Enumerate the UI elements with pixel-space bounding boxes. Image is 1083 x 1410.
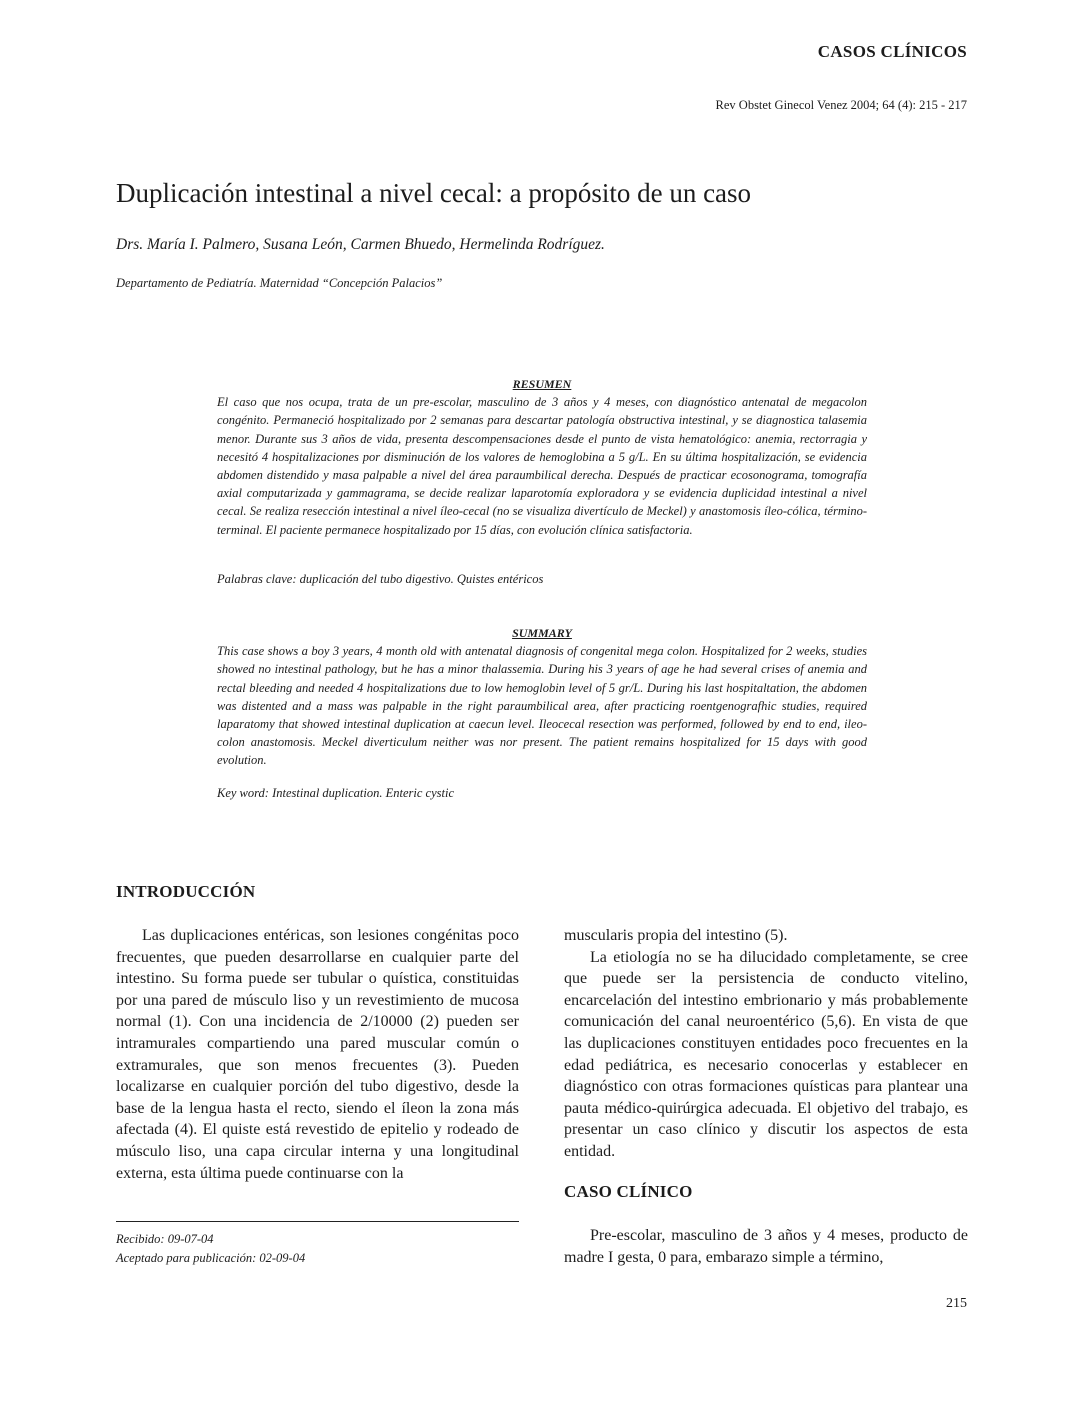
resumen-text: El caso que nos ocupa, trata de un pre-escolar, masculino de 3 años y 4 meses, con diagnóstico antenatal de megacolon congénito. Permaneció hospitalizado por 2 semanas para descartar patología obstructiva intestinal, y se diagnostica talasemia menor. Durante sus 3 años de vida, presenta descompensaciones desde el punto de vista hematológico: anemia, rectorragia y necesitó 4 hospitalizaciones por disminución de los valores de hemoglobina a 5 g/L. En su última hospitalización, se evidencia abdomen distendido y masa palpable a nivel del área paraumbilical derecha. Después de practicar ecosonograma, tomografía axial computarizada y gammagrama, se decide realizar laparotomía exploradora y se evidencia duplicidad intestinal a nivel cecal. Se realiza resección intestinal a nivel íleo-cecal (no se visualiza divertículo de Meckel) y anastomosis íleo-cólica, término-terminal. El paciente permanece hospitalizado por 15 días, con evolución clínica satisfactoria. (217, 395, 867, 537)
caso-paragraph-1: Pre-escolar, masculino de 3 años y 4 meses, producto de madre I gesta, 0 para, embarazo simple a término, (564, 1227, 968, 1266)
abstract-resumen (217, 375, 867, 539)
article-authors: Drs. María I. Palmero, Susana León, Carmen Bhuedo, Hermelinda Rodríguez. (116, 236, 605, 253)
abstract-summary (217, 624, 867, 770)
summary-heading: SUMMARY (512, 626, 572, 640)
resumen-heading: RESUMEN (512, 377, 572, 391)
accepted-date: Aceptado para publicación: 02-09-04 (116, 1251, 306, 1265)
intro-paragraph-1: Las duplicaciones entéricas, son lesiones congénitas poco frecuentes, que pueden desarrollarse en cualquier parte del intestino. Su forma puede ser tubular o quística, constituidas por una pared de músculo liso y un revestimiento de mucosa normal (1). Con una incidencia de 2/10000 (2) pueden ser intramurales compartiendo una pared muscular común o extramurales, que son menos frecuentes (3). Pueden localizarse en cualquier porción del tubo digestivo, desde la base de la lengua hasta el recto, siendo el íleon la zona más afectada (4). El quiste está revestido de epitelio y rodeado de músculo liso, una capa circular interna y una longitudinal externa, esta última puede continuarse con la (116, 927, 519, 1182)
caso-clinico-heading: CASO CLÍNICO (564, 1182, 693, 1201)
intro-paragraph-2: La etiología no se ha dilucidado completamente, se cree que puede ser la persistencia de conducto vitelino, encarcelación del intestino embrionario y más probablemente comunicación del canal neuroentérico (5,6). En vista de que las duplicaciones constituyen entidades poco frecuentes en la edad pediátrica, es necesario conocerlas y establecer en diagnóstico con otras formaciones quísticas para plantear una pauta médico-quirúrgica adecuada. El objetivo del trabajo, es presentar un caso clínico y discutir los aspectos de esta entidad. (564, 948, 968, 1160)
page-number: 215 (946, 1296, 967, 1311)
right-column-bottom (564, 1225, 968, 1268)
summary-text: This case shows a boy 3 years, 4 month old with antenatal diagnosis of congenital mega colon. Hospitalized for 2 weeks, studies showed no intestinal pathology, but he has a minor thalassemia. During his 3 years of age he had several crises of anemia and rectal bleeding and needed 4 hospitalizations due to low hemoglobin level of 5 gr/L. During his last hospitaltation, the abdomen was distented and a mass was palpable in the right paraumbilical area, after practicing roentgenografhic studies, required laparatomy that showed intestinal duplication at caecun level. Ileocecal resection was performed, followed by end to end, ileo-colon anastomosis. Meckel diverticulum neither was nor present. The patient remains hospitalized for 15 days with good evolution. (217, 644, 867, 768)
introduccion-heading: INTRODUCCIÓN (116, 882, 256, 901)
left-column (116, 925, 519, 1184)
palabras-clave: Palabras clave: duplicación del tubo digestivo. Quistes entéricos (217, 572, 544, 586)
received-date: Recibido: 09-07-04 (116, 1232, 214, 1246)
footnote-divider (116, 1221, 519, 1222)
key-words: Key word: Intestinal duplication. Enteric cystic (217, 786, 454, 800)
intro-paragraph-1-continuation: muscularis propia del intestino (5). (564, 927, 788, 944)
section-label: CASOS CLÍNICOS (817, 42, 967, 61)
article-title: Duplicación intestinal a nivel cecal: a propósito de un caso (116, 178, 752, 208)
right-column-top (564, 925, 968, 1163)
footnote-dates (116, 1230, 305, 1268)
article-affiliation: Departamento de Pediatría. Maternidad “Concepción Palacios” (116, 276, 443, 290)
journal-citation: Rev Obstet Ginecol Venez 2004; 64 (4): 215 - 217 (715, 98, 967, 112)
